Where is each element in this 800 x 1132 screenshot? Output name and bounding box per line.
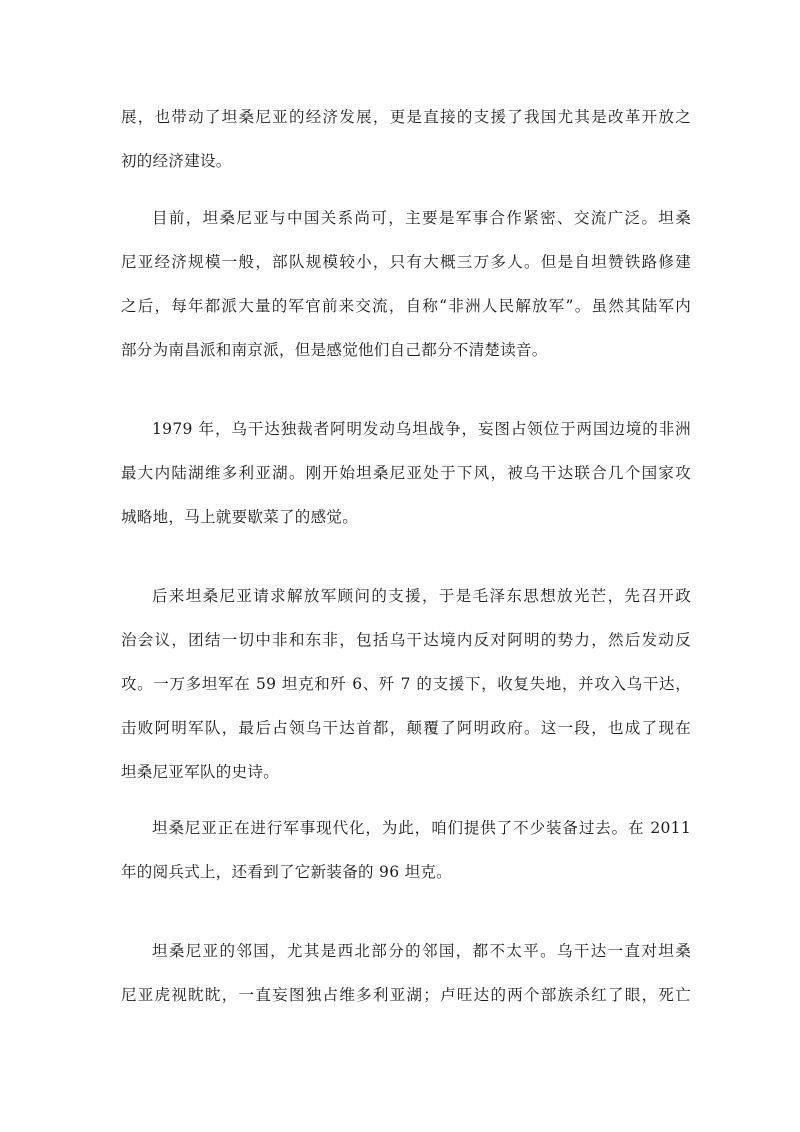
p4-line-3: 攻。一万多坦军在 59 坦克和歼 6、歼 7 的支援下，收复失地，并攻入乌干达， [121,675,691,693]
p1-line-2: 初的经济建设。 [121,152,232,170]
p2-line-4: 部分为南昌派和南京派，但是感觉他们自己都分不清楚读音。 [121,341,548,359]
p4-line-2: 治会议，团结一切中非和东非，包括乌干达境内反对阿明的势力，然后发动反 [121,631,691,649]
p4-line-4: 击败阿明军队，最后占领乌干达首都，颠覆了阿明政府。这一段，也成了现在 [121,719,691,737]
p1-line-1: 展，也带动了坦桑尼亚的经济发展，更是直接的支援了我国尤其是改革开放之 [121,108,691,126]
p2-line-3: 之后，每年都派大量的军官前来交流，自称“非洲人民解放军”。虽然其陆军内 [121,297,691,315]
p4-line-1: 后来坦桑尼亚请求解放军顾问的支援，于是毛泽东思想放光芒，先召开政 [152,587,691,605]
p2-line-2: 尼亚经济规模一般，部队规模较小，只有大概三万多人。但是自坦赞铁路修建 [121,253,691,271]
p3-line-3: 城略地，马上就要歇菜了的感觉。 [121,508,359,526]
p6-line-2: 尼亚虎视眈眈，一直妄图独占维多利亚湖；卢旺达的两个部族杀红了眼，死亡 [121,986,691,1004]
p5-line-2: 年的阅兵式上，还看到了它新装备的 96 坦克。 [121,863,452,881]
p3-line-1: 1979 年，乌干达独裁者阿明发动乌坦战争，妄图占领位于两国边境的非洲 [152,420,691,438]
p3-line-2: 最大内陆湖维多利亚湖。刚开始坦桑尼亚处于下风，被乌干达联合几个国家攻 [121,464,691,482]
p4-line-5: 坦桑尼亚军队的史诗。 [121,763,280,781]
p5-line-1: 坦桑尼亚正在进行军事现代化，为此，咱们提供了不少装备过去。在 2011 [152,819,691,837]
p2-line-1: 目前，坦桑尼亚与中国关系尚可，主要是军事合作紧密、交流广泛。坦桑 [152,209,691,227]
p6-line-1: 坦桑尼亚的邻国，尤其是西北部分的邻国，都不太平。乌干达一直对坦桑 [152,942,691,960]
